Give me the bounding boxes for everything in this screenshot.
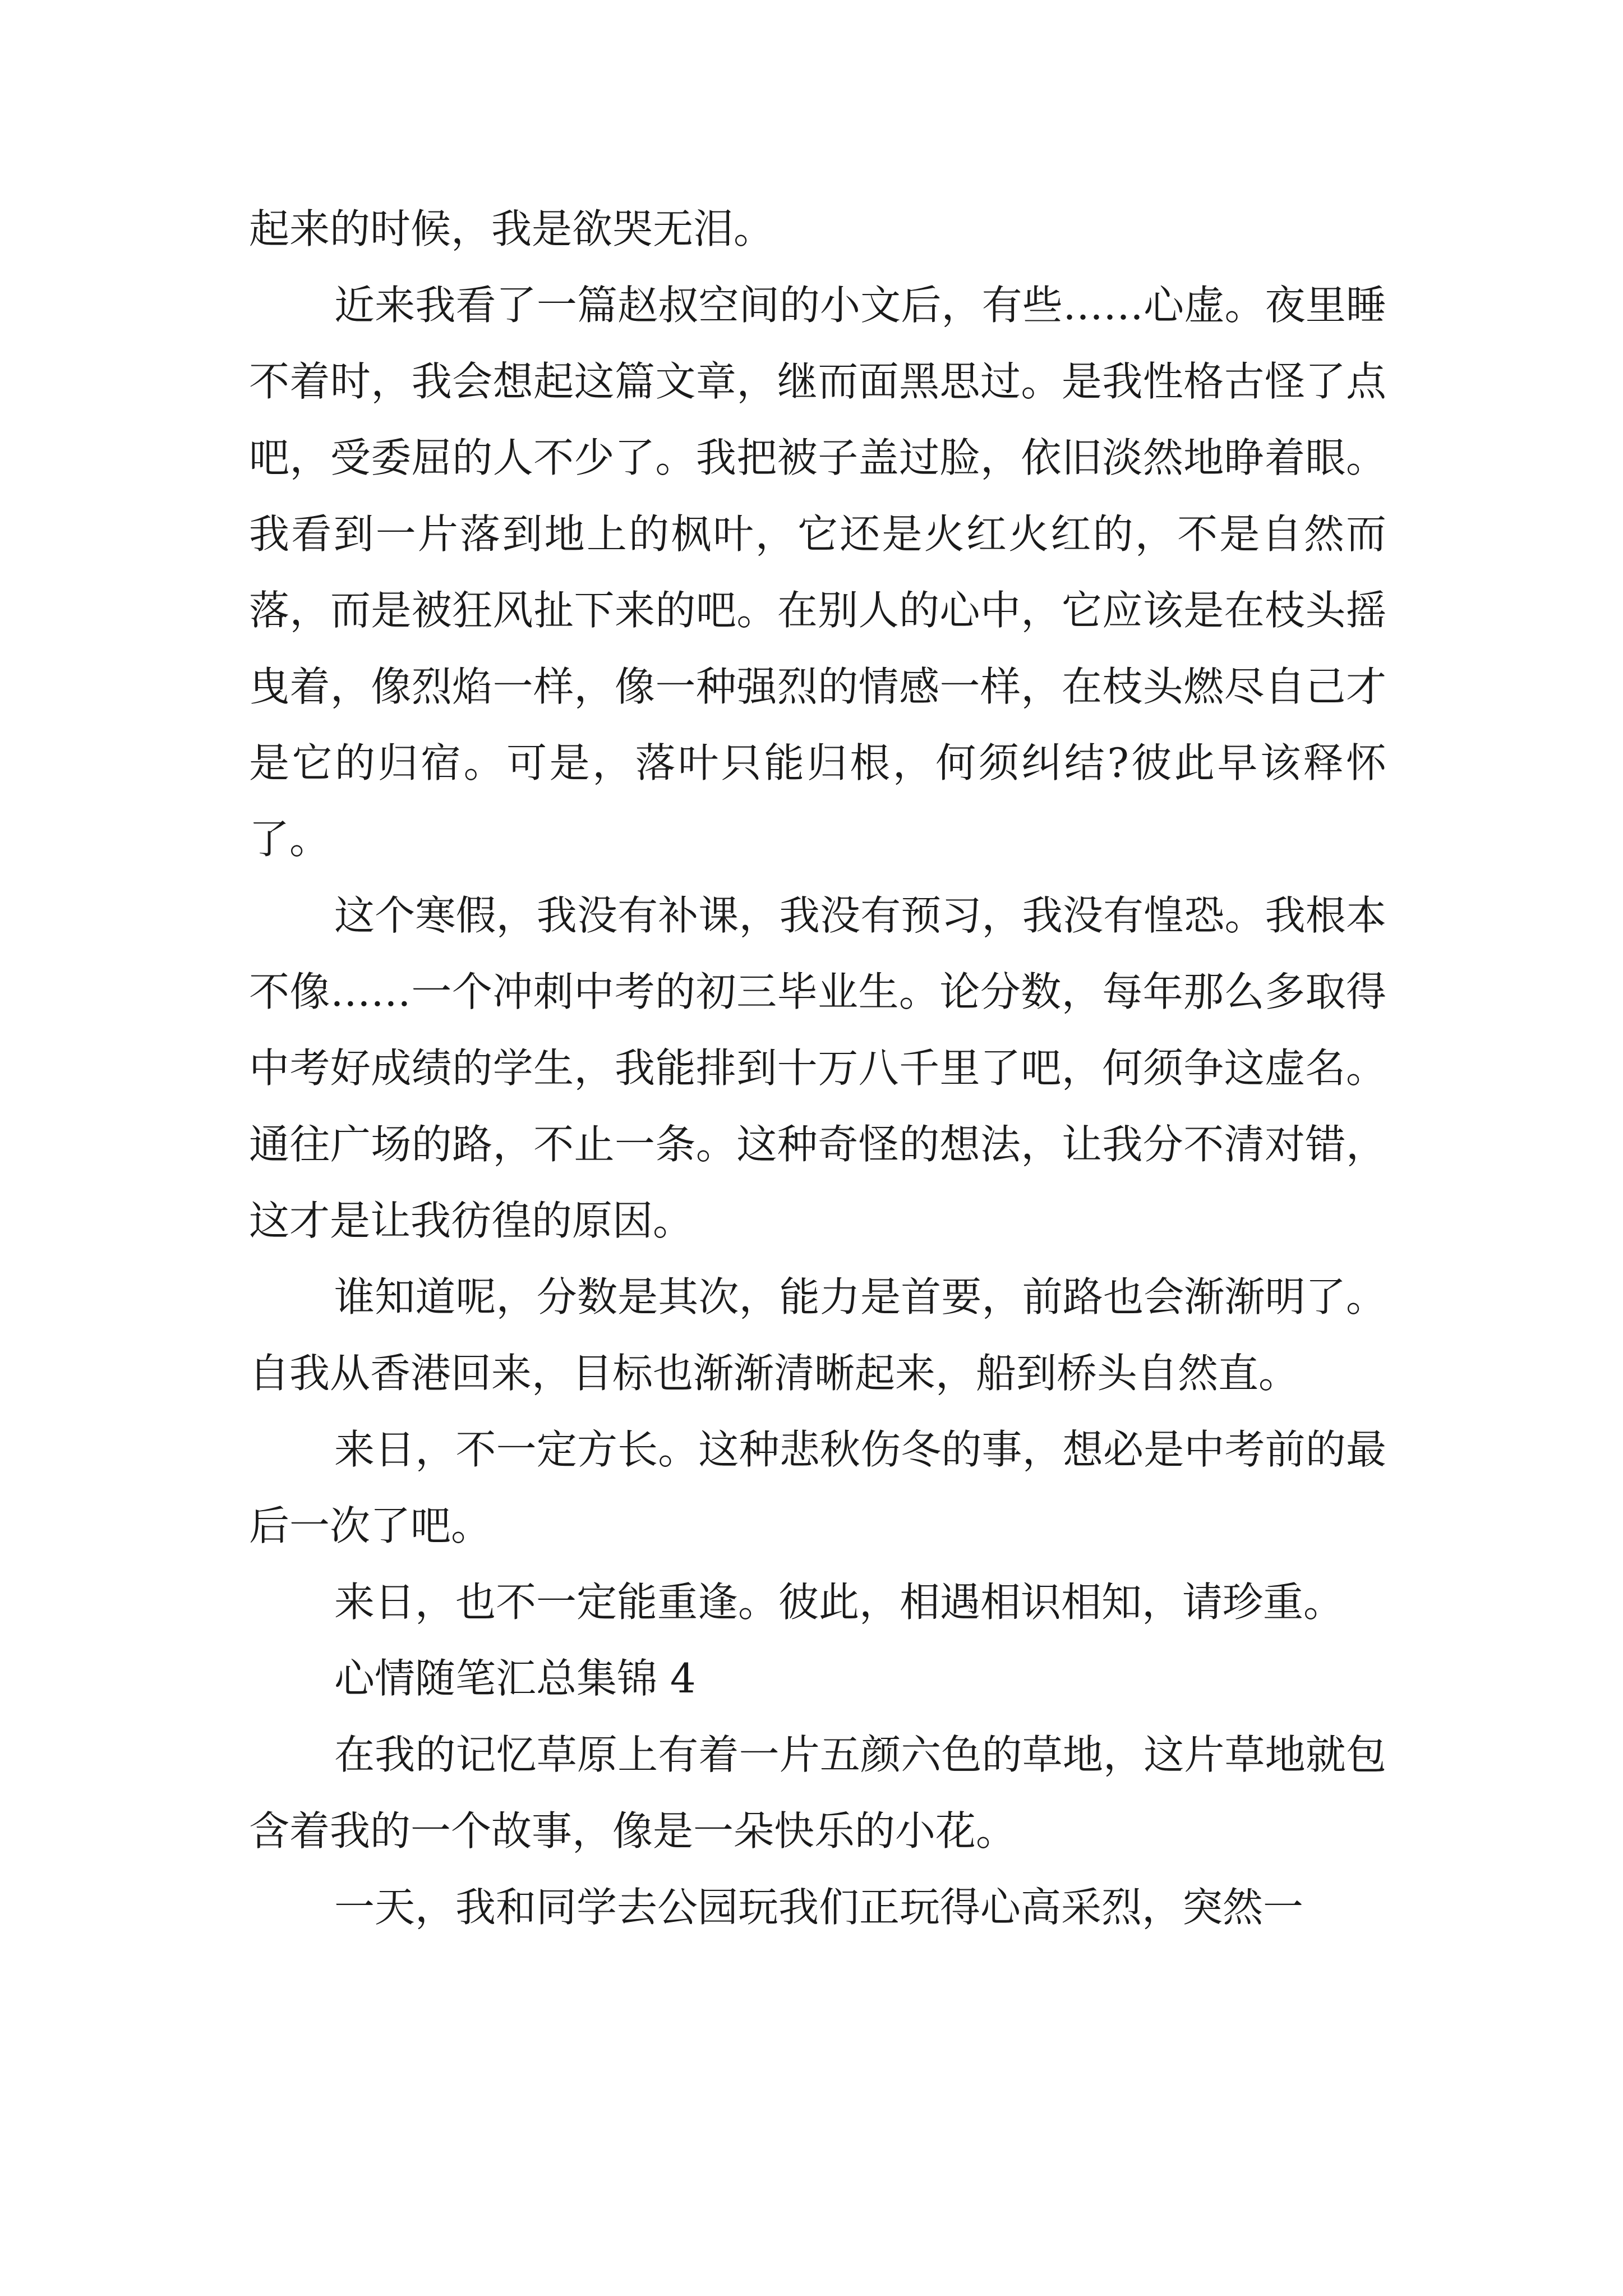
paragraph: 来日，也不一定能重逢。彼此，相遇相识相知，请珍重。: [334, 1579, 1344, 1626]
paragraph: 在我的记忆草原上有着一片五颜六色的草地，这片草地就包含着我的一个故事，像是一朵快乐的小花。: [249, 1731, 1386, 1855]
paragraph: 谁知道呢，分数是其次，能力是首要，前路也会渐渐明了。自我从香港回来，目标也渐渐清晰起来，船到桥头自然直。: [249, 1273, 1386, 1397]
paragraph: 一天，我和同学去公园玩我们正玩得心高采烈，突然一: [334, 1884, 1304, 1931]
paragraph: 起来的时候，我是欲哭无泪。: [249, 205, 774, 252]
paragraph: 近来我看了一篇赵叔空间的小文后，有些……心虚。夜里睡不着时，我会想起这篇文章，继而面黑思过。是我性格古怪了点吧，受委屈的人不少了。我把被子盖过脸，依旧淡然地睁着眼。我看到一片落到地上的枫叶，它还是火红火红的，不是自然而落，而是被狂风扯下来的吧。在别人的心中，它应该是在枝头摇曳着，像烈焰一样，像一种强烈的情感一样，在枝头燃尽自己才是它的归宿。可是，落叶只能归根，何须纠结?彼此早该释怀了。: [249, 282, 1386, 863]
paragraph: 来日，不一定方长。这种悲秋伤冬的事，想必是中考前的最后一次了吧。: [249, 1426, 1386, 1549]
document-body: [249, 191, 1386, 1945]
section-heading: 心情随笔汇总集锦 4: [334, 1655, 696, 1702]
paragraph: 这个寒假，我没有补课，我没有预习，我没有惶恐。我根本不像……一个冲刺中考的初三毕业生。论分数，每年那么多取得中考好成绩的学生，我能排到十万八千里了吧，何须争这虚名。通往广场的路，不止一条。这种奇怪的想法，让我分不清对错，这才是让我彷徨的原因。: [249, 892, 1386, 1244]
